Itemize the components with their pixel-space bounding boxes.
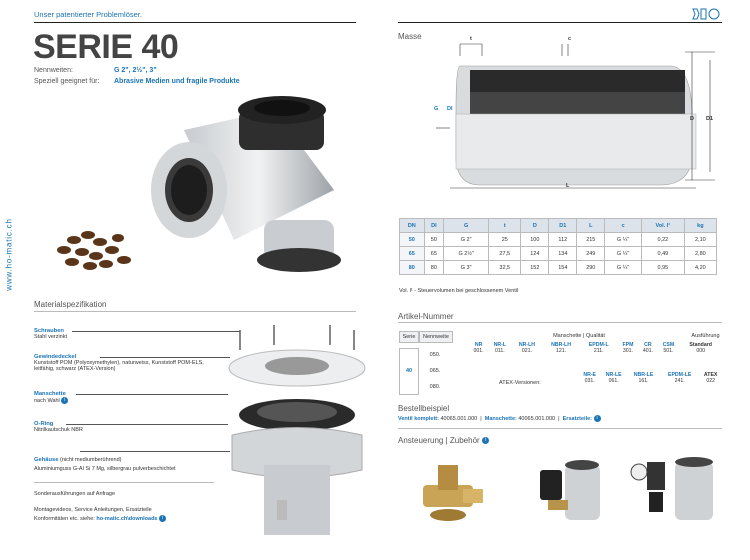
info-icon[interactable]: i [159,515,166,522]
table-cell: EPDM-LE [668,372,692,378]
table-cell: 021. [521,348,532,354]
table-cell: Standard [689,342,712,348]
table-cell: 249 [577,247,605,261]
exploded-view-image [222,320,372,535]
material-text: nach Wahl [34,397,60,404]
table-cell: 124 [521,247,549,261]
material-label-suffix: (nicht mediumberührend) [58,457,122,463]
dim-l: L [566,183,570,189]
dims-header-cell: L [577,219,605,233]
downloads-prefix: Konformitäten etc. siehe: [34,515,97,522]
table-cell: NR-LE [605,372,622,378]
masse-drawing [430,40,720,195]
table-cell: 134 [549,247,577,261]
material-label: Gewindedeckel [34,354,77,360]
dims-header-cell: t [489,219,521,233]
dims-header-cell: DI [424,219,444,233]
table-cell: 4,20 [684,261,716,275]
table-cell: 290 [577,261,605,275]
dimensions-table [399,218,717,275]
table-cell: G 2½" [444,247,489,261]
artikel-manschette-header: Manschette | Qualität [553,333,605,339]
header-rule-right [398,22,722,23]
dims-header-cell: D [521,219,549,233]
hero-product-image [34,70,374,285]
material-item-manschette [34,391,234,404]
bestell-manschette-value: 40065.001.000 [518,415,556,422]
accessory-image-2 [520,455,610,535]
table-row [400,247,717,261]
table-cell: 161. [638,378,649,384]
table-cell: 121. [555,348,567,354]
table-cell: 215 [577,233,605,247]
table-cell: 0,49 [641,247,684,261]
material-rule [34,311,356,312]
material-bottom-rule [34,482,214,483]
dim-d1: D1 [706,116,714,122]
nennweiten-label: Nennweiten: [34,67,73,74]
table-cell: G 2" [444,233,489,247]
leader-line [100,357,230,358]
artikel-codes-table [469,342,722,354]
dim-d: D [690,116,694,122]
dim-c: c [568,36,572,42]
table-row [469,348,722,354]
table-cell: NBR-LE [633,372,654,378]
table-cell: NR-E [583,372,597,378]
leader-line [80,451,230,452]
accessory-image-1 [408,455,498,530]
table-cell: 301. [622,348,633,354]
table-cell: 25 [489,233,521,247]
table-cell: G ¼" [605,261,642,275]
table-cell: 2,80 [684,247,716,261]
table-cell: 000 [696,348,705,354]
table-row [400,261,717,275]
table-cell: 154 [549,261,577,275]
table-cell: NR-L [493,342,507,348]
ansteuerung-title-text: Ansteuerung | Zubehör [398,436,480,445]
table-row [400,233,717,247]
dims-header-cell: DN [400,219,425,233]
bestell-title: Bestellbeispiel [398,404,450,413]
dims-header-cell: kg [684,219,716,233]
geeignet-value: Abrasive Medien und fragile Produkte [114,78,240,85]
table-cell: 50 [424,233,444,247]
atex-codes-table [579,372,722,384]
table-cell: CR [644,342,652,348]
downloads-line2 [34,515,166,522]
material-text: Stahl verzinkt [34,334,68,340]
table-cell: 022 [706,378,715,384]
artikel-serie-header: Serie [399,331,419,343]
leader-line [72,331,240,332]
table-cell: G ¼" [605,233,642,247]
table-cell: 65 [400,247,425,261]
table-cell: 241. [674,378,685,384]
table-cell: 80 [424,261,444,275]
table-cell: G 3" [444,261,489,275]
artikel-nennweite-header: Nennweite [419,331,453,343]
sidebar-url [4,140,16,420]
table-cell: 100 [521,233,549,247]
table-cell: 501. [663,348,674,354]
material-label: Gehäuse [34,457,59,463]
table-cell: CSM [662,342,675,348]
material-title: Materialspezifikation [34,300,107,309]
bestell-ventil-label: Ventil komplett: [398,415,439,422]
table-cell: EPDM-L [588,342,609,348]
table-cell: 001. [473,348,484,354]
table-cell: 27,5 [489,247,521,261]
artikel-serie-value: 40 [399,348,419,395]
leader-line [66,424,228,425]
artikel-nennweite-080: 080. [429,384,441,390]
sidebar-url-text: www.ho-matic.ch [4,218,14,291]
table-cell: G ¼" [605,247,642,261]
dim-t: t [470,36,472,42]
table-cell: NR [474,342,483,348]
material-label: Manschette [34,391,66,397]
nennweiten-value: G 2", 2½", 3" [114,67,157,74]
table-cell: 0,95 [641,261,684,275]
dims-header-cell: G [444,219,489,233]
material-label: O-Ring [34,421,54,427]
page-title: SERIE 40 [33,28,179,66]
material-label: Schrauben [34,328,64,334]
artikel-title: Artikel-Nummer [398,312,454,321]
masse-title: Masse [398,32,422,41]
bestell-ventil-value: 40065.001.000 [440,415,478,422]
accessory-image-3 [625,452,720,537]
info-icon[interactable]: i [594,415,601,422]
tagline: Unser patentierter Problemlöser. [34,10,142,19]
dim-di: DI [447,106,453,112]
table-cell: 112 [549,233,577,247]
table-cell: 32,5 [489,261,521,275]
bestell-manschette-label: Manschette: [484,415,517,422]
artikel-rule [398,322,722,323]
artikel-nennweite-050: 050. [429,352,441,358]
table-cell: 061. [608,378,619,384]
dim-g: G [434,106,439,112]
artikel-ausfuehrung-header: Ausführung [691,333,720,339]
info-icon[interactable]: i [482,437,489,444]
leader-line [76,394,228,395]
downloads-link[interactable]: ho-matic.ch\downloads [96,515,158,522]
material-text: Aluminiumguss G-Al Si 7 Mg, silbergrau pulverbeschichtet [34,466,176,472]
dims-footnote: Vol. l¹ - Steuervolumen bei geschlossenem Ventil [399,288,519,294]
table-cell: FPM [622,342,634,348]
table-cell: 152 [521,261,549,275]
info-icon[interactable]: i [61,397,68,404]
table-cell: ATEX [703,372,718,378]
material-item-oring [34,421,234,433]
header-rule-left [34,22,356,23]
ansteuerung-title [398,436,489,445]
bestell-rule [398,428,722,429]
table-cell: 401. [642,348,653,354]
atex-label: ATEX-Versionen: [499,380,541,386]
artikel-nennweite-065: 065. [429,368,441,374]
bestell-line: Ventil komplett: 40065.001.000 | Manschette: 40065.001.000 | Ersatzteile: i [398,415,601,422]
table-cell: 0,22 [641,233,684,247]
table-cell: 031. [584,378,595,384]
table-row [579,378,722,384]
bestell-ersatz-label: Ersatzteile: [562,415,592,422]
artikel-table [399,328,722,398]
dims-header-cell: c [605,219,642,233]
table-cell: 50 [400,233,425,247]
table-cell: NR-LH [518,342,535,348]
material-item-schrauben [34,328,234,340]
table-cell: NBR-LH [551,342,571,348]
dims-header-cell: Vol. l¹ [641,219,684,233]
sonder-text: Sonderausführungen auf Anfrage [34,491,116,497]
table-cell: 211. [593,348,604,354]
table-cell: 2,10 [684,233,716,247]
dims-header-row [400,219,717,233]
table-cell: 65 [424,247,444,261]
material-text: Kunststoff POM (Polyoxymethylen), naturweiss, Kunststoff POM-ELS, leitfähig, schwarz (ATEX-Version) [34,360,204,372]
logo-icon [692,7,722,19]
geeignet-label: Speziell geeignet für: [34,78,100,85]
dims-header-cell: D1 [549,219,577,233]
table-cell: 80 [400,261,425,275]
material-text: Nitrilkautschuk NBR [34,427,83,433]
table-cell: 011. [495,348,505,354]
downloads-line1: Montagevideos, Service Anleitungen, Ersatzteile [34,507,152,513]
